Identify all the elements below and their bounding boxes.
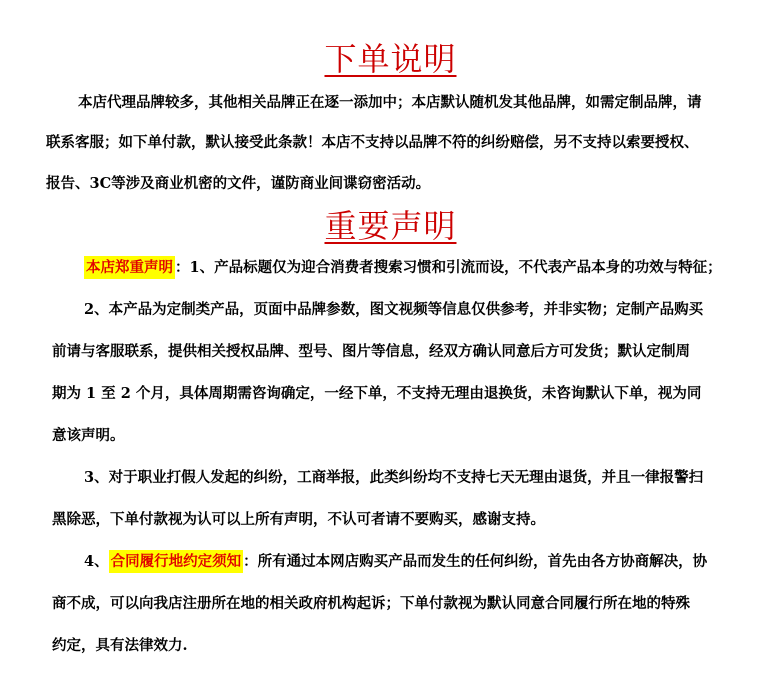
statement-p4-line-3: 约定，具有法律效力. <box>52 637 188 654</box>
statement-p4-prefix: 4、 <box>84 553 109 570</box>
statement-p2-line-4: 意该声明。 <box>52 427 125 444</box>
statement-p3-line-2: 黑除恶，下单付款视为认可以上所有声明，不认可者请不要购买，感谢支持。 <box>52 511 545 528</box>
statement-p2-line-2: 前请与客服联系，提供相关授权品牌、型号、图片等信息，经双方确认同意后方可发货；默认定制周 <box>52 343 690 360</box>
statement-p3-line-1: 3、对于职业打假人发起的纠纷，工商举报，此类纠纷均不支持七天无理由退货，并且一律报警扫 <box>84 469 704 486</box>
notice-line-3: 报告、3C等涉及商业机密的文件，谨防商业间谍窃密活动。 <box>46 175 431 192</box>
statement-title: 重要声明 <box>324 207 457 245</box>
notice-title: 下单说明 <box>324 40 457 78</box>
statement-p4-line-2: 商不成，可以向我店注册所在地的相关政府机构起诉；下单付款视为默认同意合同履行所在地的特殊 <box>52 595 690 612</box>
statement-paragraph-4 <box>84 552 707 572</box>
statement-p4-text: ：所有通过本网店购买产品而发生的任何纠纷，首先由各方协商解决，协 <box>243 553 708 570</box>
statement-p2-line-1: 2、本产品为定制类产品，页面中品牌参数，图文视频等信息仅供参考，并非实物；定制产品购买 <box>84 301 704 318</box>
statement-highlight: 本店郑重声明 <box>84 256 175 279</box>
statement-p2-line-3: 期为 1 至 2 个月，具体周期需咨询确定，一经下单，不支持无理由退换货，未咨询默认下单，视为同 <box>52 385 702 402</box>
statement-paragraph-1 <box>84 258 722 278</box>
notice-line-2: 联系客服；如下单付款，默认接受此条款！本店不支持以品牌不符的纠纷赔偿，另不支持以索要授权、 <box>46 134 699 151</box>
statement-p1-text: ：1、产品标题仅为迎合消费者搜索习惯和引流而设，不代表产品本身的功效与特征； <box>175 259 722 276</box>
notice-line-1: 本店代理品牌较多，其他相关品牌正在逐一添加中；本店默认随机发其他品牌，如需定制品牌，请 <box>78 94 702 111</box>
contract-highlight: 合同履行地约定须知 <box>109 550 244 573</box>
